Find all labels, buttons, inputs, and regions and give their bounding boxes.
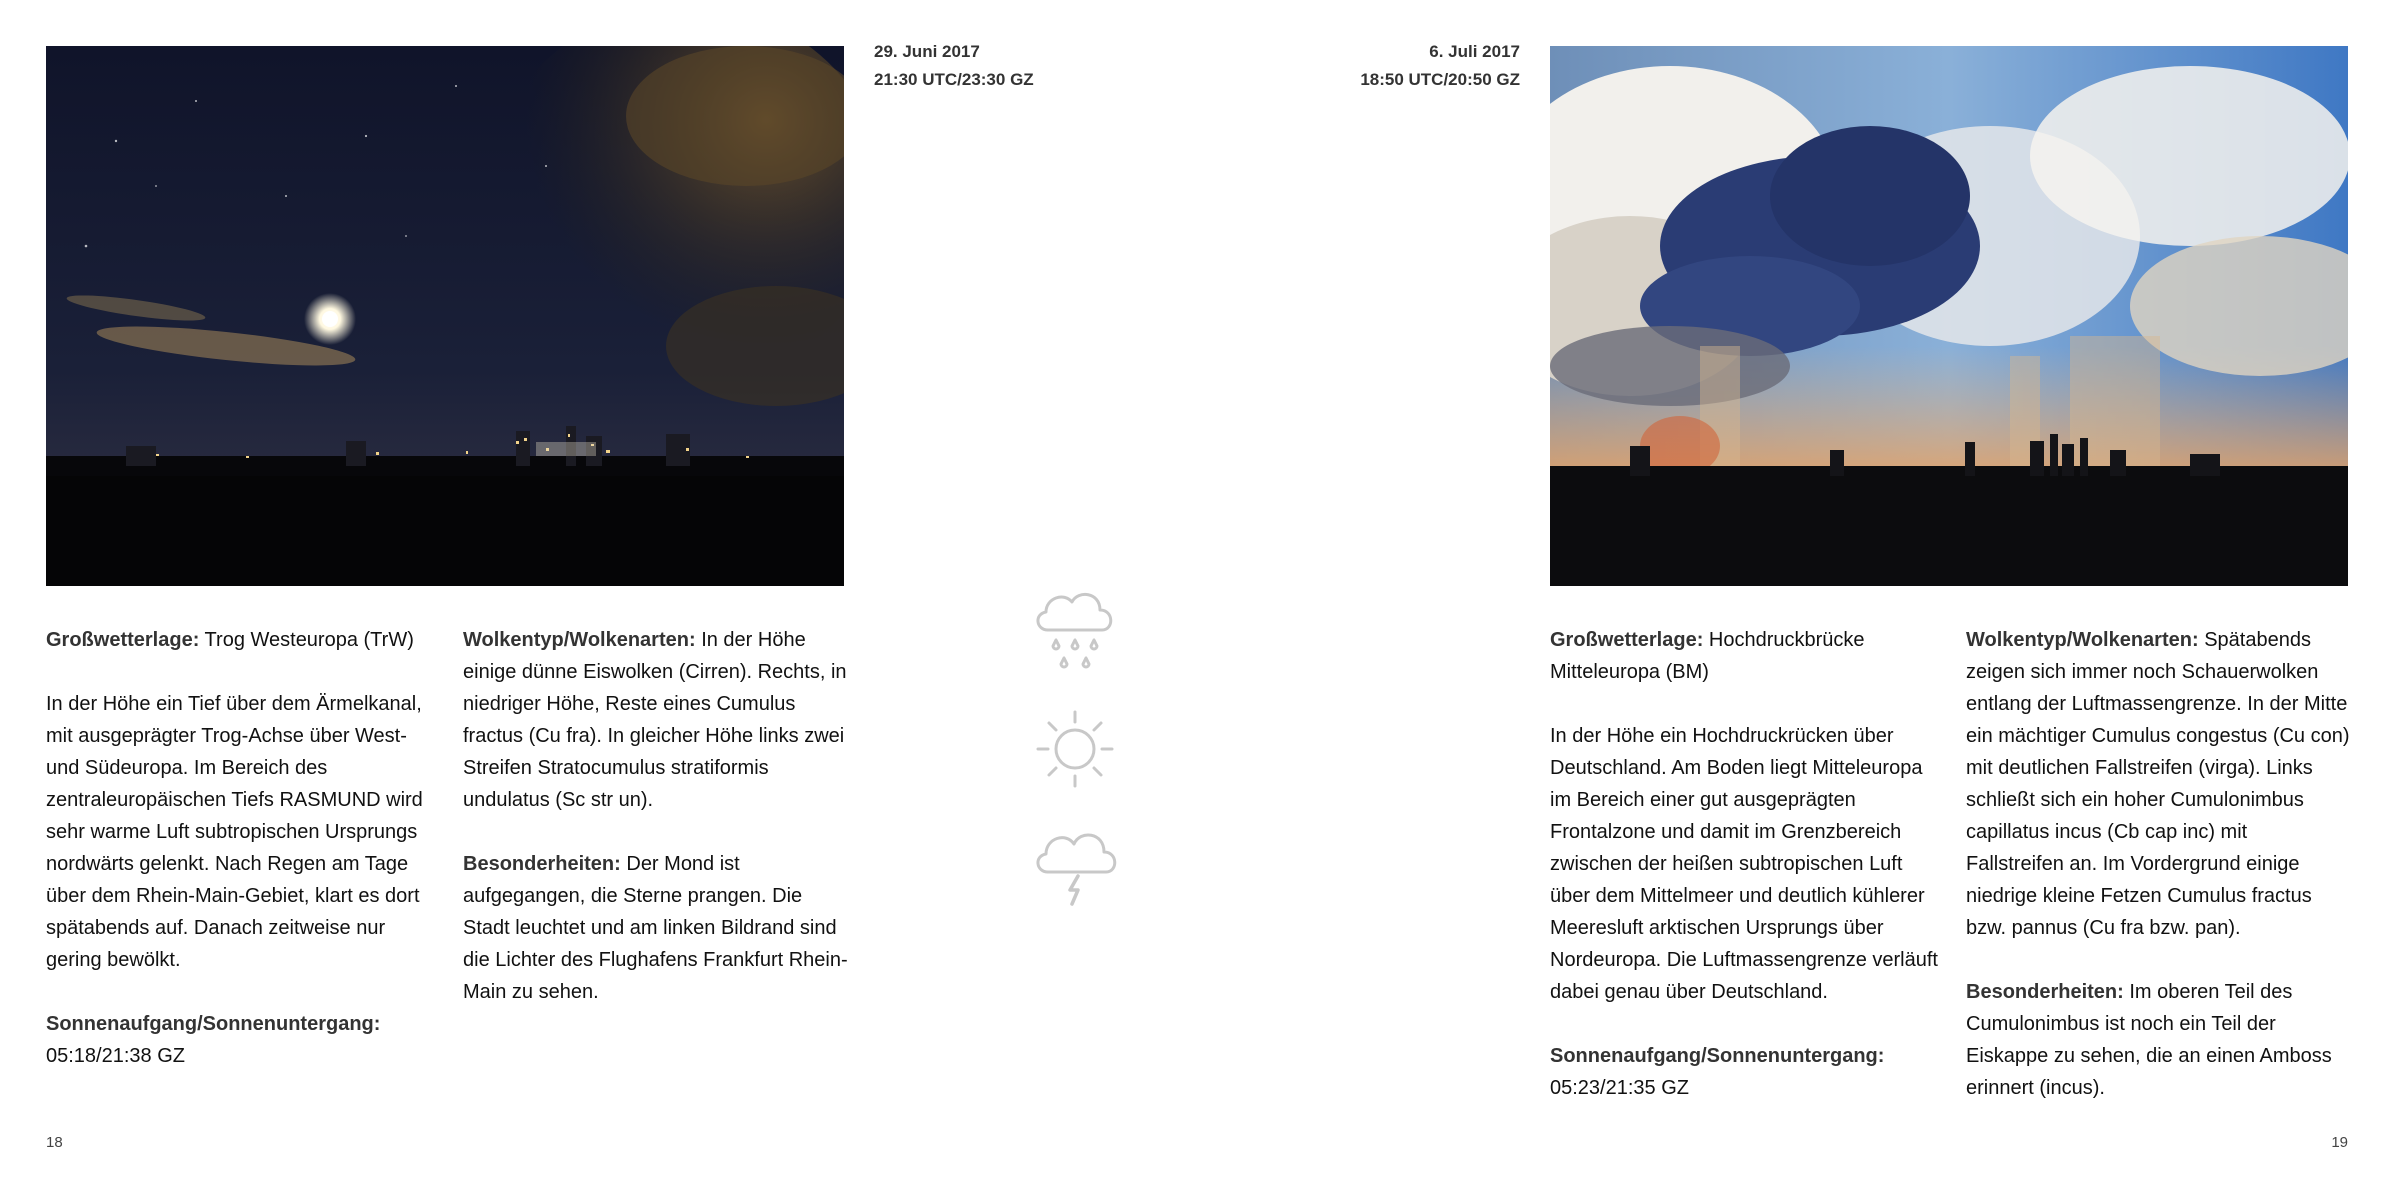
left-column-1 (46, 624, 434, 1104)
left-wolkentyp-label: Wolkentyp/Wolkenarten: (463, 629, 696, 651)
right-besonderheiten-value: Im oberen Teil des Cumulonimbus ist noch ein Teil der Eiskappe zu sehen, die an einen Amboss erinnert (incus). (1966, 981, 2332, 1099)
left-besonderheiten-value: Der Mond ist aufgegangen, die Sterne prangen. Die Stadt leuchtet und am linken Bildrand sind die Lichter des Flughafens Frankfurt Rhein-Main zu sehen. (463, 853, 848, 1003)
left-description: In der Höhe ein Tief über dem Ärmelkanal, mit ausgeprägter Trog-Achse über West- und Südeuropa. Im Bereich des zentraleuropäischen Tiefs RASMUND wird sehr warme Luft subtropischen Ursprungs nordwärts gelenkt. Nach Regen am Tage über dem Rhein-Main-Gebiet, klart es dort spätabends auf. Danach zeitweise nur gering bewölkt. (46, 693, 423, 971)
left-column-2 (463, 624, 853, 1040)
left-sun-times (46, 1008, 434, 1072)
right-wolkentyp-value: Spätabends zeigen sich immer noch Schauerwolken entlang der Luftmassengrenze. In der Mitte ein mächtiger Cumulus congestus (Cu con) mit deutlichen Fallstreifen (virga). Links schließt sich ein hoher Cumulonimbus capillatus incus (Cb cap inc) mit Fallstreifen an. Im Vordergrund einige niedrige kleine Fetzen Cumulus fractus bzw. pannus (Cu fra bzw. pan). (1966, 629, 2350, 939)
left-grosswetterlage-label: Großwetterlage: (46, 629, 200, 651)
right-sun-times (1550, 1040, 1946, 1104)
right-grosswetterlage-value: Hochdruckbrücke Mitteleuropa (BM) (1550, 629, 1865, 683)
right-wolkentyp (1966, 624, 2350, 944)
night-photo (46, 46, 844, 586)
left-time: 21:30 UTC/23:30 GZ (874, 70, 1034, 89)
storm-cloud-photo (1550, 46, 2348, 586)
left-date-time (874, 38, 1034, 94)
left-grosswetterlage-value: Trog Westeuropa (TrW) (199, 629, 414, 651)
page-number-right: 19 (2331, 1134, 2348, 1151)
left-grosswetterlage (46, 624, 434, 656)
left-wolkentyp-value: In der Höhe einige dünne Eiswolken (Cirren). Rechts, in niedriger Höhe, Reste eines Cumulus fractus (Cu fra). In gleicher Höhe links zwei Streifen Stratocumulus stratiformis undulatus (Sc str un). (463, 629, 847, 811)
right-wolkentyp-label: Wolkentyp/Wolkenarten: (1966, 629, 2199, 651)
right-besonderheiten (1966, 976, 2350, 1104)
right-sun-label: Sonnenaufgang/Sonnenuntergang: (1550, 1045, 1885, 1067)
sun-icon (1034, 708, 1116, 790)
right-grosswetterlage (1550, 624, 1946, 688)
right-time: 18:50 UTC/20:50 GZ (1360, 70, 1520, 89)
right-date: 6. Juli 2017 (1429, 42, 1520, 61)
right-column-2 (1966, 624, 2350, 1136)
right-grosswetterlage-label: Großwetterlage: (1550, 629, 1704, 651)
right-besonderheiten-label: Besonderheiten: (1966, 981, 2124, 1003)
left-sun-value: 05:18/21:38 GZ (46, 1045, 185, 1067)
right-description: In der Höhe ein Hochdruckrücken über Deutschland. Am Boden liegt Mitteleuropa im Bereich einer gut ausgeprägten Frontalzone und damit im Grenzbereich zwischen der heißen subtropischen Luft über dem Mittelmeer und deutlich kühlerer Meeresluft arktischen Ursprungs über Nordeuropa. Die Luftmassengrenze verläuft dabei genau über Deutschland. (1550, 725, 1938, 1003)
page-number-left: 18 (46, 1134, 63, 1151)
left-besonderheiten (463, 848, 853, 1008)
thunder-cloud-icon (1030, 820, 1122, 906)
right-sun-value: 05:23/21:35 GZ (1550, 1077, 1689, 1099)
left-sun-label: Sonnenaufgang/Sonnenuntergang: (46, 1013, 381, 1035)
right-column-1 (1550, 624, 1946, 1136)
left-date: 29. Juni 2017 (874, 42, 980, 61)
left-besonderheiten-label: Besonderheiten: (463, 853, 621, 875)
left-wolkentyp (463, 624, 853, 816)
rain-cloud-icon (1030, 582, 1120, 674)
right-date-time (1200, 38, 1520, 94)
